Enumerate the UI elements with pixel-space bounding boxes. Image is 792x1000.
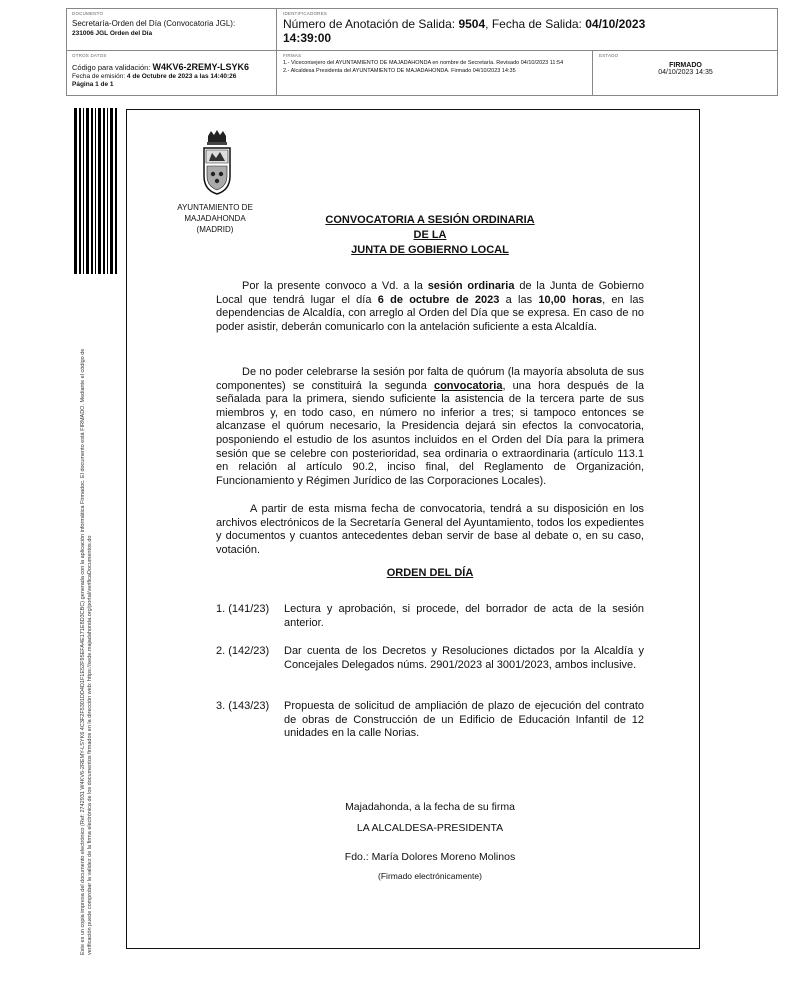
document-code: 231006 JGL Orden del Día xyxy=(72,30,153,37)
barcode-bar xyxy=(110,108,113,274)
document-metadata-header xyxy=(66,8,778,96)
verification-side-text: Este es un copia impresa del documento electrónico (Ref: 2742931 W4KV6-2REMY-LSYK6 4C3F2F5301DD4D1F1E52F95EFA4E171E8D3CBC) generada con la aplicación informática Firmadoc. El documento está FIRMADO. Mediante el código de verificación puede comprobar la validez de la firma electrónica de los documentos firmados en la dirección web: https://sede.majadahonda.org/portal/verificaDocumentos.do xyxy=(80,348,93,955)
agenda-item: 1. (141/23) Lectura y aprobación, si procede, del borrador de acta de la sesión anterior. xyxy=(216,603,644,629)
page-info: Página 1 de 1 xyxy=(72,81,114,88)
registry-entry: Número de Anotación de Salida: 9504, Fecha de Salida: 04/10/2023 14:39:00 xyxy=(283,17,646,45)
paragraph-convocatoria: Por la presente convoco a Vd. a la sesión ordinaria de la Junta de Gobierno Local que tendrá lugar el día 6 de octubre de 2023 a las 10,00 horas, en las dependencias de Alcaldía, con arreglo al Orden del Día que se expresa. En caso de no poder asistir, deberán comunicarlo con la antelación suficiente a esta Alcaldía. xyxy=(216,280,644,333)
registry-date: 04/10/2023 xyxy=(585,17,646,31)
barcode-bar xyxy=(98,108,101,274)
emission-date: Fecha de emisión: 4 de Octubre de 2023 a las 14:40:26 xyxy=(72,73,237,80)
estado-label: ESTADO xyxy=(599,53,619,58)
identificadores-cell xyxy=(277,9,778,51)
estado-status: FIRMADO 04/10/2023 14:35 xyxy=(658,62,713,76)
agenda-item: 3. (143/23) Propuesta de solicitud de ampliación de plazo de ejecución del contrato de obras de Construcción de un Edificio de Educación Infantil de 12 unidades en la calle Norias. xyxy=(216,700,644,740)
firma-1: 1.- Viceconsejero del AYUNTAMIENTO DE MAJADAHONDA en nombre de Secretaría. Revisado 04/10/2023 11:54 xyxy=(283,60,564,66)
identificadores-label: IDENTIFICADORES xyxy=(283,11,328,16)
barcode-bar xyxy=(83,108,84,274)
document-title: CONVOCATORIA A SESIÓN ORDINARIA DE LA JUNTA DE GOBIERNO LOCAL xyxy=(325,214,535,256)
validation-code: Código para validación: W4KV6-2REMY-LSYK6 xyxy=(72,62,249,72)
documento-label: DOCUMENTO xyxy=(72,11,104,16)
barcode-bar xyxy=(79,108,81,274)
agenda-item: 2. (142/23) Dar cuenta de los Decretos y Resoluciones dictados por la Alcaldía y Concejales Delegados núms. 2901/2023 al 3001/2023, ambos inclusive. xyxy=(216,645,644,671)
registry-time: 14:39:00 xyxy=(283,31,332,45)
paragraph-archivos: A partir de esta misma fecha de convocatoria, tendrá a su disposición en los archivos electrónicos de la Secretaría General del Ayuntamiento, todos los expedientes y documentos y cuantos antecedentes deban servir de base al debate o, en su caso, votación. xyxy=(216,503,644,556)
documento-cell xyxy=(67,9,277,51)
barcode-bar xyxy=(115,108,117,274)
otros-datos-cell xyxy=(67,51,277,96)
document-name: Secretaría-Orden del Día (Convocatoria JGL): xyxy=(72,19,236,28)
firmas-label: FIRMAS xyxy=(283,53,302,58)
signature-name: Fdo.: María Dolores Moreno Molinos xyxy=(344,851,516,863)
barcode-bar xyxy=(95,108,96,274)
barcode-bar xyxy=(103,108,105,274)
barcode-bar xyxy=(107,108,108,274)
firma-2: 2.- Alcaldesa Presidenta del AYUNTAMIENTO DE MAJADAHONDA. Firmado 04/10/2023 14:35 xyxy=(283,68,516,74)
estado-cell xyxy=(593,51,778,96)
firmas-cell xyxy=(277,51,593,96)
signature-role: LA ALCALDESA-PRESIDENTA xyxy=(356,822,504,834)
paragraph-quorum: De no poder celebrarse la sesión por falta de quórum (la mayoría absoluta de sus componentes) se constituirá la segunda convocatoria, una hora después de la señalada para la primera, siendo suficiente la asistencia de la tercera parte de sus miembros y, en todo caso, en número no inferior a tres; si tampoco entonces se alcanzase el quórum necesario, la Presidencia dejará sin efectos la convocatoria, posponiendo el estudio de los asuntos incluidos en el Orden del Día para la primera sesión que se celebre con posterioridad, sea ordinaria o extraordinaria (artículo 113.1 en relación al artículo 90.2, inciso final, del Reglamento de Organización, Funcionamiento y Régimen Jurídico de las Corporaciones Locales). xyxy=(216,366,644,487)
letterhead: AYUNTAMIENTO DE MAJADAHONDA (MADRID) xyxy=(177,203,253,234)
otros-label: OTROS DATOS xyxy=(72,53,107,58)
coat-of-arms-icon xyxy=(200,130,234,196)
signature-note: (Firmado electrónicamente) xyxy=(378,871,482,881)
signature-place: Majadahonda, a la fecha de su firma xyxy=(345,801,515,813)
registry-number: 9504 xyxy=(458,17,486,31)
barcode-icon xyxy=(74,108,118,274)
barcode-bar xyxy=(86,108,89,274)
orden-del-dia-heading: ORDEN DEL DÍA xyxy=(386,567,474,579)
barcode-bar xyxy=(91,108,93,274)
barcode-bar xyxy=(74,108,77,274)
